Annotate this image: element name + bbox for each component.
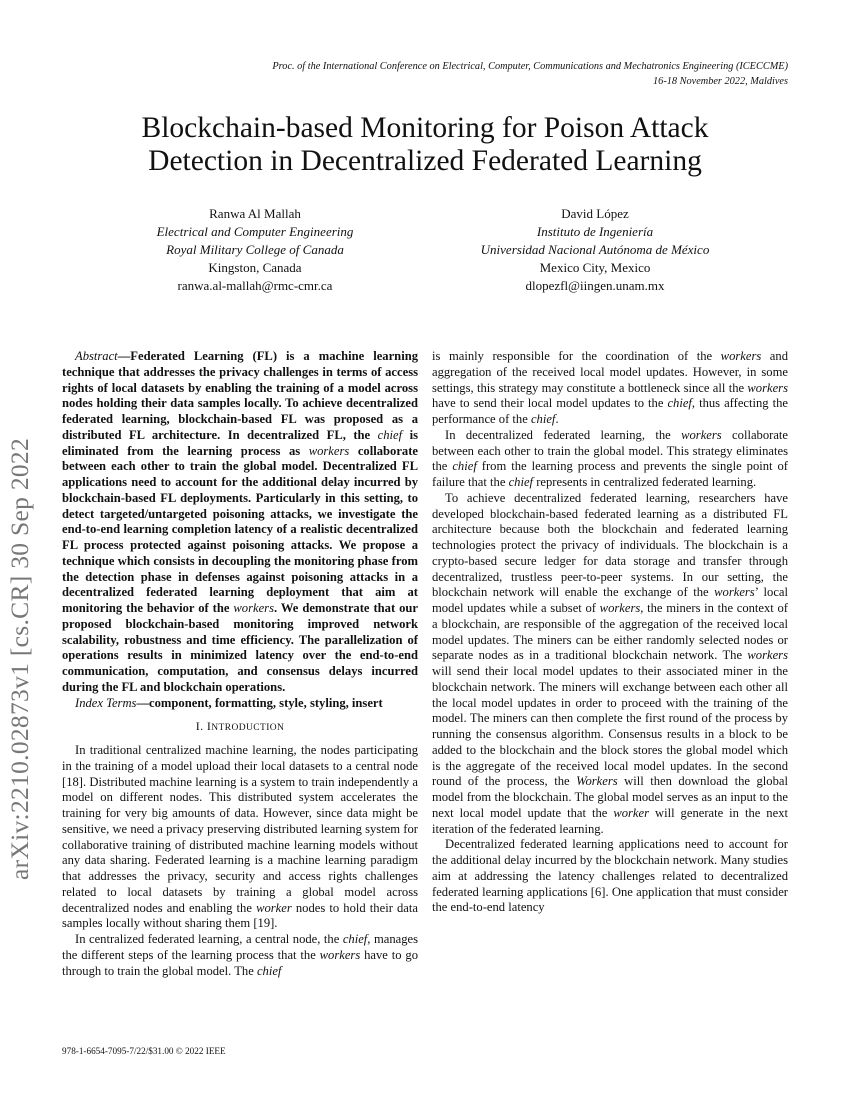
section-heading: [62, 719, 418, 737]
author-email: ranwa.al-mallah@rmc-cmr.ca: [177, 278, 333, 293]
body-paragraph: In centralized federated learning, a central node, the chief, manages the different steps of the learning process that the workers have to go through to train the global model. The chief: [62, 932, 419, 978]
italic-term: workers: [599, 601, 641, 615]
italic-term: worker: [256, 900, 292, 915]
index-terms-lead: Index Terms: [75, 695, 137, 710]
section-first-letter: I: [206, 719, 212, 734]
abstract-body: —Federated Learning (FL) is a machine learning technique that addresses the privacy challenges in terms of access rights of local datasets by enabling the training of a model across nodes holding their data samples locally. To achieve decentralized federated learning, blockchain-based FL was proposed as a distributed FL architecture. In decentralized FL, the chief is eliminated from the learning process as workers collaborate between each other to train the global model. Decentralized FL applications need to account for the additional delay incurred by blockchain-based FL deployments. Particularly in this setting, to detect targeted/untargeted poisoning attacks, we investigate the end-to-end learning completion latency of a realistic decentralized FL process protected against poisoning attacks. We propose a technique which consists in decoupling the monitoring phase from the detection phase in defenses against poisoning attacks in a decentralized federated learning deployment that aim at monitoring the behavior of the workers. We demonstrate that our proposed blockchain-based monitoring improved network scalability, robustness and time efficiency. The parallelization of operations results in minimized latency over the end-to-end communication, computation, and consensus delays incurred during the FL and blockchain operations.: [62, 349, 418, 694]
copyright-footer: 978-1-6654-7095-7/22/$31.00 © 2022 IEEE: [62, 1046, 226, 1056]
right-column: [432, 349, 788, 916]
italic-term: workers: [720, 349, 762, 363]
italic-term: workers: [747, 380, 788, 395]
italic-term: chief: [377, 427, 403, 442]
title-line: Blockchain-based Monitoring for Poison Attack: [141, 112, 709, 144]
body-paragraph: In traditional centralized machine learning, the nodes participating in the training of a model upload their local datasets to a central node [18]. Distributed machine learning is a system to train independently a model on different nodes. This distributed system accelerates the training for very big amounts of data. However, since data might be sensitive, we need a privacy preserving distributed learning system for collaborative training of distributed machine learning models without any data sharing. Federated learning is a machine learning paradigm that addresses the privacy, security and access rights challenges related to local datasets by training a global model across decentralized nodes and enabling the worker nodes to hold their data samples locally without sharing them [19].: [62, 743, 418, 931]
conference-dates: 16-18 November 2022, Maldives: [653, 76, 788, 87]
author-institution: Royal Military College of Canada: [166, 242, 344, 257]
section-rest: NTRODUCTION: [211, 723, 285, 734]
author-block: [85, 205, 425, 295]
italic-term: Workers: [576, 774, 618, 789]
body-paragraph: Decentralized federated learning applications need to account for the additional delay incurred by the blockchain network. Many studies aim at addressing the latency challenges related to decentralized federated learning applications [6]. One application that must consider the end-to-end latency: [432, 837, 788, 915]
author-location: Kingston, Canada: [208, 260, 302, 275]
italic-term: workers: [747, 648, 788, 663]
section-number: I.: [195, 719, 204, 734]
italic-term: chief: [667, 396, 692, 411]
italic-term: worker: [613, 805, 650, 820]
arxiv-identifier: arXiv:2210.02873v1 [cs.CR] 30 Sep 2022: [5, 437, 34, 880]
italic-term: workers: [319, 947, 361, 962]
italic-term: workers: [233, 601, 274, 615]
abstract-lead: Abstract: [75, 349, 118, 363]
italic-term: chief: [256, 963, 282, 978]
italic-term: workers: [681, 427, 722, 442]
italic-term: chief: [508, 475, 534, 489]
italic-term: workers: [308, 443, 350, 458]
author-name: David López: [561, 206, 629, 221]
author-institution: Universidad Nacional Autónoma de México: [480, 242, 710, 257]
abstract: [62, 349, 418, 696]
italic-term: chief: [342, 932, 368, 946]
conference-header: Proc. of the International Conference on Electrical, Computer, Communications and Mechatronics Engineering (ICECCME): [272, 61, 788, 72]
body-paragraph: In decentralized federated learning, the workers collaborate between each other to train the global model. This strategy eliminates the chief from the learning process and prevents the single point of failure that the chief represents in centralized federated learning.: [432, 427, 788, 489]
title-line: Detection in Decentralized Federated Learning: [148, 145, 702, 177]
italic-term: chief: [530, 412, 556, 426]
author-block: [425, 205, 765, 295]
index-terms-text: —component, formatting, style, styling, insert: [136, 695, 383, 710]
italic-term: workers: [714, 585, 755, 600]
author-department: Electrical and Computer Engineering: [156, 224, 354, 239]
italic-term: chief: [452, 459, 477, 474]
author-email: dlopezfl@iingen.unam.mx: [525, 278, 665, 293]
index-terms: [62, 696, 418, 712]
paper-title: [0, 112, 850, 178]
author-department: Instituto de Ingeniería: [536, 224, 654, 239]
author-name: Ranwa Al Mallah: [209, 206, 301, 221]
left-column: [62, 349, 418, 979]
author-location: Mexico City, Mexico: [539, 260, 651, 275]
body-paragraph: To achieve decentralized federated learning, researchers have developed blockchain-based federated learning as a distributed FL architecture because both the blockchain and federated learning technologies protect the privacy of individuals. The blockchain is a crypto-based secure ledger for data storage and transfer through decentralized, trustless peer-to-peer systems. In our setting, the blockchain network will enable the exchange of the workers’ local model updates while a subset of workers, the miners in the context of a blockchain, are responsible of the aggregation of the received local model updates. The miners can be either randomly selected nodes or separate nodes as in a traditional blockchain network. The workers will send their local model updates to their associated miner in the blockchain network. The miners will exchange between each other all the local model updates in order to proceed with the training of the model. The miners can then complete the first round of the process by running the consensus algorithm. Consensus results in a block to be added to the blockchain and the block stores the global model which is the aggregate of the received local model updates. In the second round of the process, the Workers will then download the global model from the blockchain. The global model serves as an input to the next local model update that the worker will generate in the next iteration of the federated learning.: [432, 490, 788, 836]
body-paragraph: is mainly responsible for the coordination of the workers and aggregation of the received local model updates. However, in some settings, this strategy may constitute a bottleneck since all the workers have to send their local model updates to the chief, thus affecting the performance of the chief.: [432, 349, 789, 426]
